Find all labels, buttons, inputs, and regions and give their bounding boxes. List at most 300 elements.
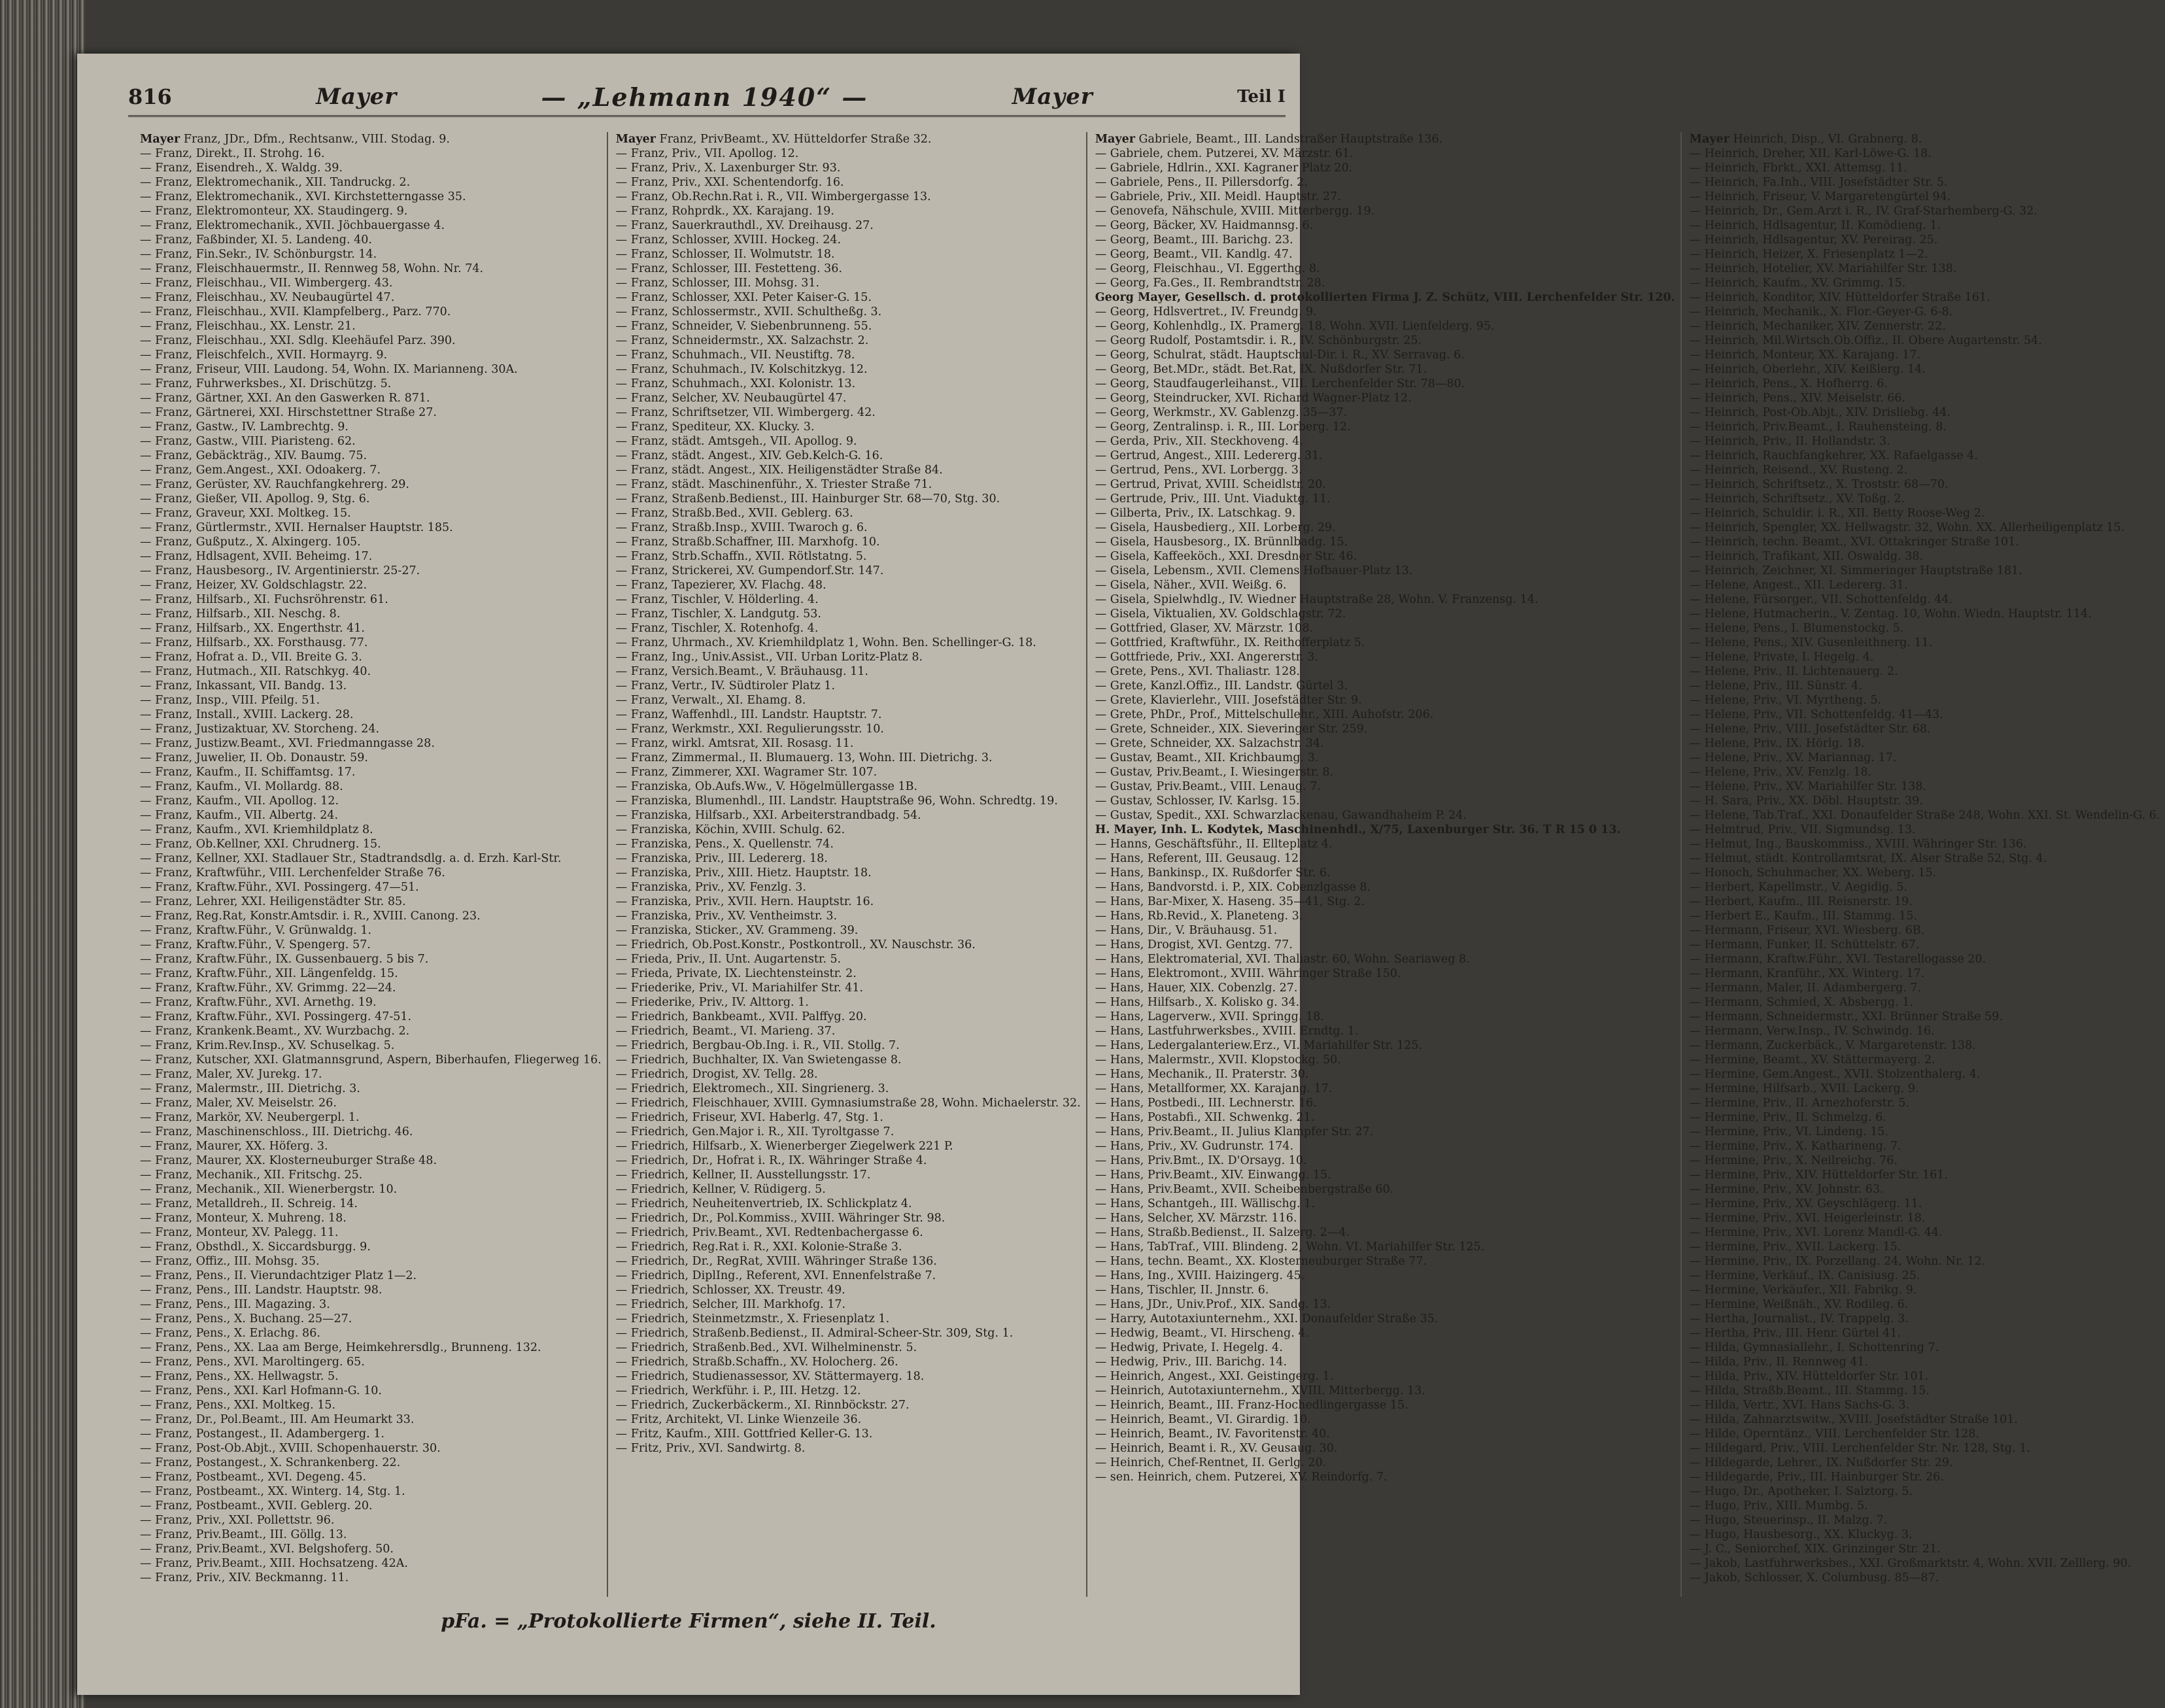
entry-text: — Friedrich, Bergbau-Ob.Ing. i. R., VII. Stollg. 7. bbox=[615, 1039, 900, 1052]
directory-entry bbox=[140, 521, 602, 535]
directory-entry bbox=[1095, 492, 1675, 506]
directory-entry bbox=[1095, 1312, 1675, 1326]
directory-entry bbox=[1690, 1153, 2160, 1168]
directory-entry bbox=[616, 837, 1081, 851]
directory-entry bbox=[1690, 1513, 2160, 1528]
entry-text: — Hermine, Priv., XIV. Hütteldorfer Str. 161. bbox=[1689, 1169, 1948, 1182]
entry-text: — Friedrich, Elektromech., XII. Singrienerg. 3. bbox=[615, 1082, 889, 1095]
entry-text: — Franz, Pens., XXI. Karl Hofmann-G. 10. bbox=[140, 1384, 382, 1397]
entry-text: — Gisela, Spielwhdlg., IV. Wiedner Hauptstraße 28, Wohn. V. Franzensg. 14. bbox=[1095, 593, 1539, 606]
directory-entry bbox=[1690, 851, 2160, 866]
directory-entry bbox=[1690, 1053, 2160, 1067]
directory-entry bbox=[1690, 506, 2160, 521]
directory-entry bbox=[1095, 276, 1675, 290]
directory-entry bbox=[1690, 995, 2160, 1010]
entry-text: — Franz, Priv.Beamt., III. Göllg. 13. bbox=[140, 1528, 347, 1541]
directory-entry bbox=[616, 247, 1081, 262]
directory-entry bbox=[1690, 592, 2160, 607]
directory-entry bbox=[616, 391, 1081, 405]
directory-entry bbox=[616, 463, 1081, 477]
directory-entry bbox=[1690, 808, 2160, 823]
directory-entry bbox=[140, 1312, 602, 1326]
directory-entry bbox=[1690, 1456, 2160, 1470]
directory-entry bbox=[140, 1067, 602, 1082]
entry-text: — Gabriele, Hdlrin., XXI. Kagraner Platz 20. bbox=[1095, 162, 1353, 175]
directory-entry bbox=[616, 621, 1081, 636]
directory-entry bbox=[616, 190, 1081, 204]
directory-entry bbox=[140, 449, 602, 463]
directory-entry bbox=[140, 1168, 602, 1182]
directory-entry bbox=[140, 664, 602, 679]
entry-text: Heinrich, Disp., VI. Grabnerg. 8. bbox=[1733, 133, 1922, 146]
entry-text: — Heinrich, Fbrkt., XXI. Attemsg. 11. bbox=[1689, 162, 1907, 175]
directory-entry bbox=[1690, 1010, 2160, 1024]
directory-entry bbox=[1690, 708, 2160, 722]
directory-entry bbox=[140, 132, 602, 146]
directory-entry bbox=[1095, 866, 1675, 880]
entry-text: — Franz, Fleischhau., XVII. Klampfelberg., Parz. 770. bbox=[140, 305, 451, 318]
entry-text: — Gilberta, Priv., IX. Latschkag. 9. bbox=[1095, 507, 1296, 520]
directory-entry bbox=[140, 837, 602, 851]
directory-entry bbox=[140, 1197, 602, 1211]
directory-entry bbox=[1095, 290, 1675, 305]
directory-entry bbox=[140, 161, 602, 175]
entry-text: — Hildegarde, Priv., III. Hainburger Str. 26. bbox=[1689, 1471, 1944, 1484]
directory-entry bbox=[1095, 808, 1675, 823]
entry-text: — Hermann, Zuckerbäck., V. Margaretenstr. 138. bbox=[1689, 1039, 1976, 1052]
entry-text: — Friedrich, Beamt., VI. Marieng. 37. bbox=[615, 1025, 836, 1038]
entry-text: — Franz, Lehrer, XXI. Heiligenstädter Str. 85. bbox=[140, 895, 406, 908]
directory-entry bbox=[140, 1038, 602, 1053]
directory-entry bbox=[140, 880, 602, 895]
directory-entry bbox=[1690, 434, 2160, 449]
entry-text: — Frieda, Private, IX. Liechtensteinstr. 2. bbox=[615, 967, 857, 980]
entry-text: — Hans, Lagerverw., XVII. Springg. 18. bbox=[1095, 1010, 1324, 1023]
directory-entry bbox=[616, 1269, 1081, 1283]
entry-text: — Franz, Maler, XV. Jurekg. 17. bbox=[140, 1068, 322, 1081]
entry-text: — Hans, Hilfsarb., X. Kolisko g. 34. bbox=[1095, 996, 1300, 1009]
directory-entry bbox=[140, 1211, 602, 1225]
entry-text: — Franz, Pens., X. Buchang. 25—27. bbox=[140, 1312, 352, 1325]
directory-entry bbox=[1690, 779, 2160, 794]
entry-text: — Franz, Monteur, X. Muhreng. 18. bbox=[140, 1212, 347, 1225]
directory-entry bbox=[1690, 1484, 2160, 1499]
directory-entry bbox=[1690, 1110, 2160, 1125]
entry-text: — Franz, Gastw., VIII. Piaristeng. 62. bbox=[140, 435, 356, 448]
entry-text: — Heinrich, Spengler, XX. Hellwagstr. 32, Wohn. XX. Allerheiligenplatz 15. bbox=[1689, 521, 2125, 534]
footer-note: pFa. = „Protokollierte Firmen“, siehe II. Teil. bbox=[441, 1610, 936, 1633]
entry-text: — Hugo, Steuerinsp., II. Malzg. 7. bbox=[1689, 1514, 1888, 1527]
directory-entry bbox=[140, 1254, 602, 1269]
entry-text: — Heinrich, Priv.Beamt., I. Rauhensteing. 8. bbox=[1689, 420, 1947, 434]
entry-text: — Heinrich, techn. Beamt., XVI. Ottakringer Straße 101. bbox=[1689, 536, 2019, 549]
entry-text: — Friedrich, Priv.Beamt., XVI. Redtenbachergasse 6. bbox=[615, 1226, 923, 1239]
entry-text: — Gisela, Hausbesorg., IX. Brünnlbadg. 15. bbox=[1095, 536, 1348, 549]
entry-text: — Georg, Beamt., VII. Kandlg. 47. bbox=[1095, 248, 1293, 261]
entry-text: — Hermann, Schmied, X. Absbergg. 1. bbox=[1689, 996, 1913, 1009]
entry-text: — Hermine, Priv., XVI. Heigerleinstr. 18. bbox=[1689, 1212, 1926, 1225]
directory-entry bbox=[1095, 1096, 1675, 1110]
entry-text: — Friedrich, Ob.Post.Konstr., Postkontroll., XV. Nauschstr. 36. bbox=[615, 938, 976, 951]
directory-entry bbox=[1095, 664, 1675, 679]
entry-text: — Franz, Kraftw.Führ., XVI. Possingerg. 47-51. bbox=[140, 1010, 412, 1023]
entry-text: — Georg, Beamt., III. Barichg. 23. bbox=[1095, 233, 1293, 247]
directory-entry bbox=[1095, 218, 1675, 233]
entry-text: — Hans, Metallformer, XX. Karajang. 17. bbox=[1095, 1082, 1333, 1095]
directory-entry bbox=[140, 1499, 602, 1513]
directory-entry bbox=[1690, 1470, 2160, 1484]
entry-text: — Heinrich, Kaufm., XV. Grimmg. 15. bbox=[1689, 277, 1906, 290]
directory-entry bbox=[1095, 966, 1675, 981]
directory-entry bbox=[140, 895, 602, 909]
directory-entry bbox=[140, 808, 602, 823]
entry-text: — Franz, Hdlsagent, XVII. Beheimg. 17. bbox=[140, 550, 373, 563]
entry-text: — Franz, Hilfsarb., XX. Engerthstr. 41. bbox=[140, 622, 365, 635]
entry-text: — Franz, Fuhrwerksbes., XI. Drischützg. 5. bbox=[140, 377, 392, 390]
directory-entry bbox=[140, 981, 602, 995]
directory-entry bbox=[1095, 1369, 1675, 1384]
directory-entry bbox=[616, 1441, 1081, 1456]
directory-entry bbox=[1690, 636, 2160, 650]
directory-entry bbox=[1690, 736, 2160, 751]
entry-text: — Hermann, Maler, II. Adambergerg. 7. bbox=[1689, 982, 1921, 995]
directory-entry bbox=[616, 420, 1081, 434]
entry-text: — Franz, Dr., Pol.Beamt., III. Am Heumarkt 33. bbox=[140, 1413, 415, 1426]
directory-entry bbox=[616, 290, 1081, 305]
directory-entry bbox=[616, 1168, 1081, 1182]
directory-entry bbox=[1095, 1139, 1675, 1153]
directory-entry bbox=[616, 1110, 1081, 1125]
entry-text: — Franz, Kraftw.Führ., XV. Grimmg. 22—24. bbox=[140, 982, 396, 995]
entry-text: — Heinrich, Autotaxiunternehm., XVIII. Mitterbergg. 13. bbox=[1095, 1384, 1425, 1397]
directory-entry bbox=[140, 405, 602, 420]
entry-text: — Franz, Kaufm., VII. Apollog. 12. bbox=[140, 794, 339, 808]
directory-entry bbox=[616, 823, 1081, 837]
entry-text: — Heinrich, Mechanik., X. Flor.-Geyer-G. 6-8. bbox=[1689, 305, 1953, 318]
directory-entry bbox=[140, 1384, 602, 1398]
entry-text: — Franz, Pens., III. Magazing. 3. bbox=[140, 1298, 330, 1311]
directory-entry bbox=[1690, 233, 2160, 247]
entry-text: — Georg, Zentralinsp. i. R., III. Lorberg. 12. bbox=[1095, 420, 1351, 434]
directory-entry bbox=[1690, 650, 2160, 664]
directory-entry bbox=[140, 1556, 602, 1571]
directory-columns bbox=[140, 132, 2160, 1597]
entry-text: — Hermine, Verkäufer., XII. Fabrikg. 9. bbox=[1689, 1284, 1917, 1297]
directory-entry bbox=[140, 1096, 602, 1110]
entry-text: — Franz, Pens., II. Vierundachtziger Platz 1—2. bbox=[140, 1269, 417, 1282]
entry-text: — Herbert, Kapellmstr., V. Aegidig. 5. bbox=[1689, 881, 1908, 894]
entry-text: — Heinrich, Oberlehr., XIV. Keißlerg. 14. bbox=[1689, 363, 1926, 376]
directory-entry bbox=[1690, 1168, 2160, 1182]
entry-text: — Helmut, Ing., Bauskommiss., XVIII. Währinger Str. 136. bbox=[1689, 838, 2027, 851]
entry-text: — Heinrich, Priv., II. Hollandstr. 3. bbox=[1689, 435, 1890, 448]
entry-text: — Gertrude, Priv., III. Unt. Viaduktg. 11. bbox=[1095, 492, 1331, 505]
entry-text: — Franz, Schlosser, II. Wolmutstr. 18. bbox=[615, 248, 835, 261]
entry-text: — Franz, Postbeamt., XVII. Geblerg. 20. bbox=[140, 1499, 373, 1512]
entry-text: — Helene, Tab.Traf., XXI. Donaufelder Straße 248, Wohn. XXI. St. Wendelin-G. 6. bbox=[1689, 809, 2160, 822]
entry-text: — Hermine, Weißnäh., XV. Rodileg. 6. bbox=[1689, 1298, 1909, 1311]
directory-entry bbox=[1095, 420, 1675, 434]
directory-entry bbox=[1095, 636, 1675, 650]
entry-text: — Hanns, Geschäftsführ., II. Ellteplatz 4. bbox=[1095, 838, 1333, 851]
entry-text: — Georg, Kohlenhdlg., IX. Pramerg. 18, Wohn. XVII. Lienfelderg. 95. bbox=[1095, 320, 1495, 333]
entry-text: — Franz, Zimmerer, XXI. Wagramer Str. 107. bbox=[615, 766, 878, 779]
directory-entry bbox=[1095, 204, 1675, 218]
directory-entry bbox=[140, 1139, 602, 1153]
entry-text: — Hans, TabTraf., VIII. Blindeng. 2, Wohn. VI. Mariahilfer Str. 125. bbox=[1095, 1240, 1485, 1254]
directory-title: — „Lehmann 1940“ — bbox=[541, 82, 868, 112]
directory-entry bbox=[1095, 592, 1675, 607]
directory-entry bbox=[1095, 693, 1675, 708]
directory-entry bbox=[616, 1240, 1081, 1254]
entry-text: — Hermann, Verw.Insp., IV. Schwindg. 16. bbox=[1689, 1025, 1935, 1038]
entry-text: — Heinrich, Chef-Rentnet, II. Gerlg. 20. bbox=[1095, 1456, 1327, 1469]
directory-entry bbox=[140, 1182, 602, 1197]
entry-text: — Franz, Fleischfelch., XVII. Hormayrg. 9. bbox=[140, 349, 388, 362]
entry-text: — Heinrich, Beamt., III. Franz-Hochedlingergasse 15. bbox=[1095, 1399, 1408, 1412]
entry-text: — Franz, Hilfsarb., XI. Fuchsröhrenstr. 61. bbox=[140, 593, 388, 606]
entry-text: — Franz, Elektromechanik., XII. Tandruckg. 2. bbox=[140, 176, 411, 189]
directory-entry bbox=[1690, 132, 2160, 146]
directory-entry bbox=[616, 722, 1081, 736]
directory-entry bbox=[1690, 1082, 2160, 1096]
directory-entry bbox=[1690, 1312, 2160, 1326]
directory-entry bbox=[1690, 751, 2160, 765]
entry-text: — Helene, Priv., II. Lichtenauerg. 2. bbox=[1689, 665, 1898, 678]
entry-text: — Franziska, Priv., XV. Fenzlg. 3. bbox=[615, 881, 806, 894]
entry-text: — Franz, Monteur, XV. Palegg. 11. bbox=[140, 1226, 339, 1239]
directory-entry bbox=[616, 693, 1081, 708]
directory-entry bbox=[616, 305, 1081, 319]
directory-entry bbox=[140, 362, 602, 377]
directory-entry bbox=[1690, 449, 2160, 463]
directory-entry bbox=[616, 1139, 1081, 1153]
entry-text: — Hans, Rb.Revid., X. Planeteng. 3. bbox=[1095, 910, 1303, 923]
entry-text: — Franz, Priv.Beamt., XVI. Belgshoferg. 50. bbox=[140, 1543, 394, 1556]
directory-entry bbox=[1095, 1197, 1675, 1211]
directory-entry bbox=[1095, 1283, 1675, 1297]
entry-text: — Heinrich, Konditor, XIV. Hütteldorfer Straße 161. bbox=[1689, 291, 1990, 304]
entry-text: — Gottfriede, Priv., XXI. Angererstr. 3. bbox=[1095, 651, 1318, 664]
directory-entry bbox=[1095, 305, 1675, 319]
directory-entry bbox=[1690, 218, 2160, 233]
directory-entry bbox=[1095, 895, 1675, 909]
directory-entry bbox=[140, 319, 602, 333]
directory-entry bbox=[1095, 1297, 1675, 1312]
entry-text: — Franz, Tischler, V. Hölderling. 4. bbox=[615, 593, 819, 606]
directory-entry bbox=[616, 319, 1081, 333]
entry-text: — Franz, Priv., VII. Apollog. 12. bbox=[615, 147, 799, 160]
directory-entry bbox=[1690, 1038, 2160, 1053]
entry-text: — Gabriele, Priv., XII. Meidl. Hauptstr. 27. bbox=[1095, 190, 1341, 203]
directory-entry bbox=[1095, 521, 1675, 535]
entry-text: — Franz, Fleischhauermstr., II. Rennweg 58, Wohn. Nr. 74. bbox=[140, 262, 484, 275]
entry-text: — Grete, PhDr., Prof., Mittelschullehr., XIII. Auhofstr. 206. bbox=[1095, 708, 1434, 721]
entry-text: — Franz, Hilfsarb., XII. Neschg. 8. bbox=[140, 607, 341, 621]
entry-text: — Helene, Angest., XII. Ledererg. 31. bbox=[1689, 579, 1908, 592]
entry-text: — Franz, Tischler, X. Landgutg. 53. bbox=[615, 607, 821, 621]
directory-entry bbox=[1690, 564, 2160, 578]
directory-entry bbox=[140, 391, 602, 405]
entry-text: — Hugo, Dr., Apotheker, I. Salztorg. 5. bbox=[1689, 1485, 1913, 1498]
directory-entry bbox=[616, 262, 1081, 276]
directory-entry bbox=[140, 1297, 602, 1312]
column-3 bbox=[1095, 132, 1682, 1597]
directory-entry bbox=[1690, 880, 2160, 895]
entry-text: — Hans, Referent, III. Geusaug. 12. bbox=[1095, 852, 1303, 865]
directory-entry bbox=[1095, 1211, 1675, 1225]
directory-entry bbox=[616, 981, 1081, 995]
entry-surname: Mayer bbox=[1689, 133, 1730, 146]
directory-entry bbox=[1690, 1384, 2160, 1398]
entry-text: — Hilda, Straßb.Beamt., III. Stammg. 15. bbox=[1689, 1384, 1930, 1397]
directory-entry bbox=[1690, 377, 2160, 391]
entry-text: — Gottfried, Kraftwführ., IX. Reithofferplatz 5. bbox=[1095, 636, 1365, 649]
entry-text: — Heinrich, Dr., Gem.Arzt i. R., IV. Graf-Starhemberg-G. 32. bbox=[1689, 205, 2037, 218]
directory-entry bbox=[1095, 1398, 1675, 1412]
directory-entry bbox=[140, 1240, 602, 1254]
entry-text: — Franz, Krim.Rev.Insp., XV. Schuselkag. 5. bbox=[140, 1039, 395, 1052]
entry-text: — Franz, Juwelier, II. Ob. Donaustr. 59. bbox=[140, 751, 368, 764]
entry-text: — H. Sara, Priv., XX. Döbl. Hauptstr. 39. bbox=[1689, 794, 1923, 808]
entry-text: — Franz, Ing., Univ.Assist., VII. Urban Loritz-Platz 8. bbox=[615, 651, 923, 664]
directory-entry bbox=[140, 290, 602, 305]
directory-entry bbox=[1095, 362, 1675, 377]
directory-entry bbox=[140, 1269, 602, 1283]
directory-entry bbox=[616, 405, 1081, 420]
entry-text: — Gabriele, Pens., II. Pillersdorfg. 2. bbox=[1095, 176, 1308, 189]
entry-text: — Friederike, Priv., IV. Alttorg. 1. bbox=[615, 996, 809, 1009]
entry-text: — Franz, Elektromechanik., XVII. Jöchbauergasse 4. bbox=[140, 219, 445, 232]
directory-entry bbox=[1095, 434, 1675, 449]
entry-text: — Heinrich, Schriftsetz., X. Troststr. 68—70. bbox=[1689, 478, 1949, 491]
directory-entry bbox=[1095, 1110, 1675, 1125]
entry-text: — Helene, Priv., VI. Myrtheng. 5. bbox=[1689, 694, 1882, 707]
entry-text: — Hermine, Priv., XVI. Lorenz Mandl-G. 44. bbox=[1689, 1226, 1943, 1239]
entry-text: — Grete, Schneider., XIX. Sieveringer Str. 259. bbox=[1095, 723, 1368, 736]
entry-text: — Hermine, Priv., XV. Johnstr. 63. bbox=[1689, 1183, 1884, 1196]
directory-entry bbox=[1095, 535, 1675, 549]
directory-entry bbox=[140, 679, 602, 693]
entry-text: — Jakob, Schlosser, X. Columbusg. 85—87. bbox=[1689, 1571, 1939, 1584]
entry-text: — Franz, Maurer, XX. Höferg. 3. bbox=[140, 1140, 328, 1153]
directory-entry bbox=[1095, 1010, 1675, 1024]
directory-entry bbox=[140, 1398, 602, 1412]
directory-entry bbox=[1095, 1182, 1675, 1197]
directory-entry bbox=[1690, 765, 2160, 779]
entry-text: — Hermann, Kranführ., XX. Winterg. 17. bbox=[1689, 967, 1925, 980]
running-head-right: Mayer bbox=[1012, 84, 1093, 110]
entry-text: — Franz, Priv., XXI. Pollettstr. 96. bbox=[140, 1514, 335, 1527]
entry-text: — Gertrud, Angest., XIII. Ledererg. 31. bbox=[1095, 449, 1323, 462]
directory-entry bbox=[1690, 276, 2160, 290]
entry-text: — Franz, Fleischhau., XXI. Sdlg. Kleehäufel Parz. 390. bbox=[140, 334, 456, 347]
entry-text: Franz, PrivBeamt., XV. Hütteldorfer Straße 32. bbox=[659, 133, 932, 146]
directory-entry bbox=[1690, 549, 2160, 564]
entry-text: — Heinrich, Pens., X. Hofherrg. 6. bbox=[1689, 377, 1888, 390]
directory-entry bbox=[140, 1571, 602, 1585]
directory-entry bbox=[616, 233, 1081, 247]
entry-text: — Hermine, Gem.Angest., XVII. Stolzenthalerg. 4. bbox=[1689, 1068, 1981, 1081]
directory-entry bbox=[140, 1412, 602, 1427]
entry-text: — Hermine, Priv., XVII. Lackerg. 15. bbox=[1689, 1240, 1901, 1254]
entry-text: — Gisela, Näher., XVII. Weißg. 6. bbox=[1095, 579, 1287, 592]
directory-entry bbox=[1690, 463, 2160, 477]
directory-entry bbox=[616, 1225, 1081, 1240]
directory-entry bbox=[1095, 1240, 1675, 1254]
directory-entry bbox=[1095, 247, 1675, 262]
entry-text: — Helene, Priv., VII. Schottenfeldg. 41—43. bbox=[1689, 708, 1943, 721]
directory-entry bbox=[1095, 132, 1675, 146]
directory-entry bbox=[616, 1412, 1081, 1427]
entry-text: — Helene, Priv., VIII. Josefstädter Str. 68. bbox=[1689, 723, 1931, 736]
entry-text: — Grete, Pens., XVI. Thaliastr. 128. bbox=[1095, 665, 1300, 678]
entry-text: — Genovefa, Nähschule, XVIII. Mitterbergg. 19. bbox=[1095, 205, 1375, 218]
entry-text: — Gisela, Lebensm., XVII. Clemens Hofbauer-Platz 13. bbox=[1095, 564, 1413, 577]
entry-text: — Hermine, Priv., VI. Lindeng. 15. bbox=[1689, 1125, 1889, 1138]
directory-entry bbox=[1690, 1369, 2160, 1384]
directory-entry bbox=[616, 650, 1081, 664]
directory-entry bbox=[1095, 1427, 1675, 1441]
entry-text: — Franz, Kaufm., VII. Albertg. 24. bbox=[140, 809, 339, 822]
entry-text: — Herbert, Kaufm., III. Reisnerstr. 19. bbox=[1689, 895, 1913, 908]
entry-text: — Friedrich, Buchhalter, IX. Van Swietengasse 8. bbox=[615, 1053, 902, 1067]
directory-entry bbox=[616, 1326, 1081, 1341]
directory-entry bbox=[1690, 1398, 2160, 1412]
entry-text: — Franz, Uhrmach., XV. Kriemhildplatz 1, Wohn. Ben. Schellinger-G. 18. bbox=[615, 636, 1036, 649]
directory-entry bbox=[1095, 837, 1675, 851]
directory-entry bbox=[616, 736, 1081, 751]
entry-text: — Franz, Schuhmach., IV. Kolschitzkyg. 12. bbox=[615, 363, 868, 376]
entry-text: — Franz, Strickerei, XV. Gumpendorf.Str. 147. bbox=[615, 564, 884, 577]
entry-text: — Franz, Schlosser, III. Mohsg. 31. bbox=[615, 277, 820, 290]
directory-entry bbox=[1690, 405, 2160, 420]
entry-text: — Friedrich, Dr., Pol.Kommiss., XVIII. Währinger Str. 98. bbox=[615, 1212, 946, 1225]
entry-text: — Fritz, Priv., XVI. Sandwirtg. 8. bbox=[615, 1442, 806, 1455]
directory-entry bbox=[616, 1082, 1081, 1096]
directory-entry bbox=[1095, 449, 1675, 463]
directory-entry bbox=[140, 190, 602, 204]
directory-entry bbox=[1690, 521, 2160, 535]
directory-entry bbox=[1095, 880, 1675, 895]
entry-text: — Friedrich, Schlosser, XX. Treustr. 49. bbox=[615, 1284, 845, 1297]
directory-entry bbox=[1690, 1269, 2160, 1283]
entry-text: — Franz, Kraftwführ., VIII. Lerchenfelder Straße 76. bbox=[140, 866, 445, 880]
directory-entry bbox=[140, 1082, 602, 1096]
entry-text: — Hilde, Operntänz., VIII. Lerchenfelder Str. 128. bbox=[1689, 1427, 1980, 1441]
entry-text: — Helene, Hutmacherin., V. Zentag. 10, Wohn. Wiedn. Hauptstr. 114. bbox=[1689, 607, 2092, 621]
directory-entry bbox=[1690, 1125, 2160, 1139]
directory-entry bbox=[616, 1096, 1081, 1110]
directory-entry bbox=[140, 966, 602, 981]
entry-text: — Heinrich, Trafikant, XII. Oswaldg. 38. bbox=[1689, 550, 1924, 563]
directory-entry bbox=[140, 1125, 602, 1139]
directory-entry bbox=[616, 1355, 1081, 1369]
directory-entry bbox=[1690, 1067, 2160, 1082]
entry-surname: Mayer bbox=[1095, 133, 1135, 146]
directory-entry bbox=[1690, 952, 2160, 966]
entry-text: — Franz, Insp., VIII. Pfeilg. 51. bbox=[140, 694, 320, 707]
column-1 bbox=[140, 132, 608, 1597]
directory-entry bbox=[1690, 333, 2160, 348]
entry-text: — Hans, Mechanik., II. Praterstr. 30. bbox=[1095, 1068, 1309, 1081]
entry-text: — Franz, Schlosser, XVIII. Hockeg. 24. bbox=[615, 233, 842, 247]
directory-entry bbox=[140, 823, 602, 837]
directory-entry bbox=[1095, 1341, 1675, 1355]
entry-text: — Franz, Werkmstr., XXI. Regulierungsstr. 10. bbox=[615, 723, 884, 736]
entry-text: — Franz, Waffenhdl., III. Landstr. Hauptstr. 7. bbox=[615, 708, 882, 721]
entry-text: — Friedrich, Fleischhauer, XVIII. Gymnasiumstraße 28, Wohn. Michaelerstr. 32. bbox=[615, 1097, 1081, 1110]
